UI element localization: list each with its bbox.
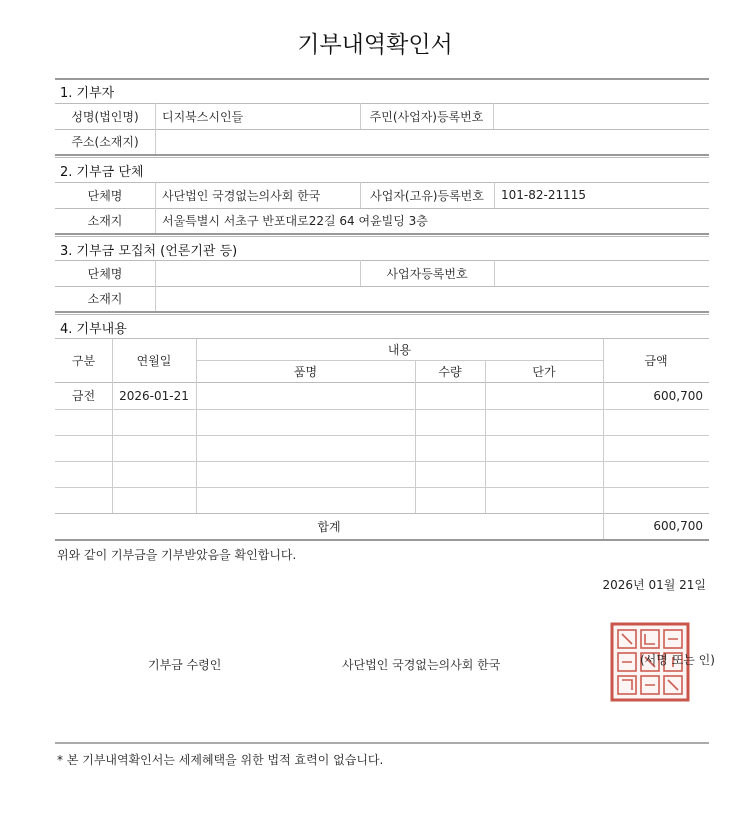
divider — [55, 233, 709, 235]
section3-heading: 3. 기부금 모집처 (언론기관 등) — [60, 244, 238, 259]
row-amount: 600,700 — [653, 388, 703, 403]
collector-name-label: 단체명 — [87, 266, 123, 281]
collector-address-label: 소재지 — [87, 292, 123, 306]
org-reg-value: 101-82-21115 — [501, 188, 587, 202]
table-row — [55, 487, 709, 488]
table-row — [55, 461, 709, 462]
org-name-value: 사단법인 국경없는의사회 한국 — [162, 188, 321, 203]
section1-heading: 1. 기부자 — [60, 86, 115, 101]
row-item — [196, 382, 415, 409]
divider — [55, 742, 709, 744]
total-label: 합계 — [317, 519, 341, 534]
donor-reg-label: 주민(사업자)등록번호 — [369, 109, 484, 124]
col-type-header: 구분 — [71, 353, 96, 368]
row-qty — [415, 382, 485, 409]
divider — [55, 314, 709, 315]
divider — [55, 154, 709, 156]
divider — [55, 539, 709, 541]
table-row — [55, 435, 709, 436]
divider — [55, 236, 709, 237]
row-date: 2026-01-21 — [119, 388, 189, 403]
divider — [55, 157, 709, 158]
donor-reg-value — [493, 103, 709, 129]
col-item-header: 품명 — [293, 364, 318, 379]
donor-address-value — [155, 129, 709, 154]
total-value: 600,700 — [653, 519, 703, 533]
footnote: * 본 기부내역확인서는 세제혜택을 위한 법적 효력이 없습니다. — [57, 753, 384, 767]
donor-name-label: 성명(법인명) — [71, 109, 139, 124]
confirmation-text: 위와 같이 기부금을 기부받았음을 확인합니다. — [57, 548, 297, 562]
collector-reg-value — [494, 260, 709, 286]
col-qty-header: 수량 — [438, 364, 462, 379]
row-unit-price — [485, 382, 603, 409]
col-unit-price-header: 단가 — [532, 364, 556, 379]
section2-heading: 2. 기부금 단체 — [60, 165, 144, 180]
org-address-value: 서울특별시 서초구 반포대로22길 64 여윤빌딩 3층 — [162, 214, 428, 228]
divider — [55, 78, 709, 80]
org-name-label: 단체명 — [87, 188, 123, 203]
section4-heading: 4. 기부내용 — [60, 322, 127, 337]
recipient-name: 사단법인 국경없는의사회 한국 — [342, 658, 501, 672]
issue-date: 2026년 01월 21일 — [602, 578, 706, 592]
col-amount-header: 금액 — [644, 353, 668, 368]
collector-reg-label: 사업자등록번호 — [386, 266, 468, 281]
table-row — [55, 409, 709, 410]
recipient-label: 기부금 수령인 — [148, 658, 222, 672]
document-title: 기부내역확인서 — [297, 32, 453, 58]
org-reg-label: 사업자(고유)등록번호 — [370, 188, 484, 203]
row-type: 금전 — [71, 389, 96, 403]
org-address-label: 소재지 — [87, 214, 123, 228]
collector-name-value — [155, 260, 360, 286]
col-content-header: 내용 — [387, 342, 412, 357]
signature-label: (서명 또는 인) — [640, 653, 715, 667]
donor-address-label: 주소(소재지) — [71, 135, 139, 149]
col-date-header: 연월일 — [136, 353, 172, 368]
donor-name-value: 디지북스시인들 — [162, 109, 244, 124]
divider — [55, 311, 709, 313]
collector-address-value — [155, 286, 709, 311]
